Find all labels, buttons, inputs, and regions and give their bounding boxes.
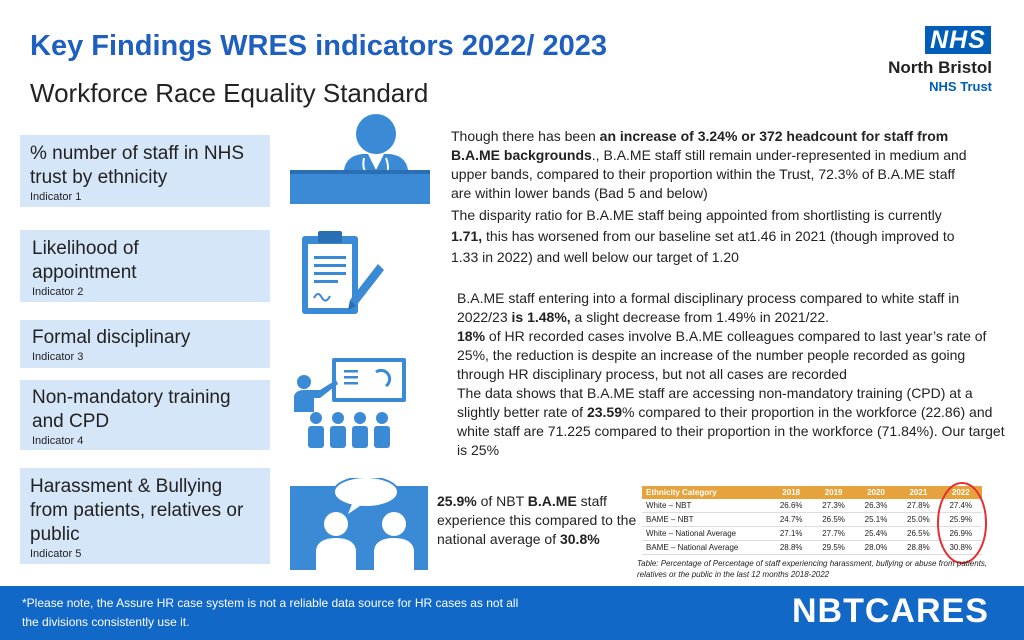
finding-indicator-3 xyxy=(457,289,1012,460)
table-cell: 26.5% xyxy=(812,513,854,527)
table-cell: 30.8% xyxy=(940,541,982,555)
logo-trust-name: NHS Trust xyxy=(929,79,992,94)
indicator-3-panel xyxy=(20,320,270,368)
highlight-text: 18% xyxy=(457,328,486,344)
table-cell: 28.8% xyxy=(770,541,812,555)
text-span: of HR recorded cases involve B.A.ME colleagues compared to last year’s rate of 25%, the reduction is despite an increase of the number people recorded as going through HR disciplinary process, but not all cases are recorded xyxy=(457,328,987,382)
highlight-circle xyxy=(936,480,992,566)
table-cell: 24.7% xyxy=(770,513,812,527)
text-span: Though there has been xyxy=(451,128,600,144)
table-cell: 27.3% xyxy=(812,499,854,513)
indicator-number: Indicator 1 xyxy=(30,191,82,203)
footer-note: *Please note, the Assure HR case system is not a reliable data source for HR cases as not all the divisions consistently use it. xyxy=(22,596,519,629)
column-header: 2021 xyxy=(897,486,939,499)
table-cell: 28.8% xyxy=(897,541,939,555)
text-span: B.A.ME staff entering into a formal disciplinary process compared to white staff in 2022/23 xyxy=(457,290,960,325)
table-cell: 26.6% xyxy=(770,499,812,513)
table-cell: 27.8% xyxy=(897,499,939,513)
harassment-table xyxy=(642,486,982,555)
column-header: 2020 xyxy=(855,486,897,499)
table-cell: 25.1% xyxy=(855,513,897,527)
column-header: 2018 xyxy=(770,486,812,499)
table-cell: 26.3% xyxy=(855,499,897,513)
highlight-text: 1.71, xyxy=(451,228,483,244)
indicator-number: Indicator 5 xyxy=(30,548,82,560)
table-row xyxy=(642,527,982,541)
clipboard-icon xyxy=(298,226,388,318)
indicator-label: % number of staff in NHS trust by ethnicity xyxy=(30,143,245,188)
text-span: The disparity ratio for B.A.ME staff being appointed from shortlisting is currently xyxy=(451,207,942,223)
table-cell: White – NBT xyxy=(642,499,770,513)
table-cell: BAME – National Average xyxy=(642,541,770,555)
indicator-label: Harassment & Bullying from patients, relatives or public xyxy=(30,476,244,545)
highlight-text: 25.9% xyxy=(437,493,477,509)
highlight-text: B.A.ME xyxy=(527,493,577,509)
table-cell: 25.9% xyxy=(940,513,982,527)
indicator-number: Indicator 2 xyxy=(32,286,84,298)
highlight-text: is 1.48%, xyxy=(511,309,571,325)
table-cell: 26.9% xyxy=(940,527,982,541)
table-row xyxy=(642,499,982,513)
training-icon xyxy=(290,356,410,452)
nbtcares-logo: NBTCARES xyxy=(792,592,989,630)
table-caption: Table: Percentage of Percentage of staff experiencing harassment, bullying or abuse from patients, relatives or the public in the last 12 months 2018-2022 xyxy=(637,559,988,579)
column-header: 2019 xyxy=(812,486,854,499)
table-cell: 25.0% xyxy=(897,513,939,527)
highlight-text: an increase of 3.24% or 372 headcount for staff from B.A.ME backgrounds xyxy=(451,128,949,163)
column-header: 2022 xyxy=(940,486,982,499)
text-span: staff experience this compared to the national average of xyxy=(437,493,637,547)
logo-org-name: North Bristol xyxy=(888,58,992,77)
table-cell: 26.5% xyxy=(897,527,939,541)
table-cell: 28.0% xyxy=(855,541,897,555)
table-cell: 27.4% xyxy=(940,499,982,513)
table-cell: 27.1% xyxy=(770,527,812,541)
indicator-4-panel xyxy=(20,380,270,450)
table-row xyxy=(642,541,982,555)
finding-indicator-1 xyxy=(451,127,971,203)
finding-indicator-5 xyxy=(437,492,637,549)
indicator-1-panel xyxy=(20,135,270,207)
highlight-text: 30.8% xyxy=(559,531,600,547)
text-span: this has worsened from our baseline set at1.46 in 2021 (though improved to 1.33 in 2022) and well below our target of 1.20 xyxy=(451,228,955,265)
highlight-text: 23.59 xyxy=(586,404,622,420)
ethnicity-table xyxy=(642,486,982,555)
page-subtitle: Workforce Race Equality Standard xyxy=(30,78,429,108)
table-cell: 27.7% xyxy=(812,527,854,541)
indicator-label: Formal disciplinary xyxy=(32,327,191,348)
table-cell: 29.5% xyxy=(812,541,854,555)
page-title: Key Findings WRES indicators 2022/ 2023 xyxy=(30,30,607,62)
table-cell: BAME – NBT xyxy=(642,513,770,527)
table-row xyxy=(642,513,982,527)
indicator-label: Likelihood of appointment xyxy=(32,238,139,283)
finding-indicator-2 xyxy=(451,205,956,268)
table-cell: White – National Average xyxy=(642,527,770,541)
indicator-number: Indicator 3 xyxy=(32,351,84,363)
doctor-icon xyxy=(282,112,432,204)
indicator-label: Non-mandatory training and CPD xyxy=(32,387,231,432)
text-span: The data shows that B.A.ME staff are accessing non-mandatory training (CPD) at a slightly better rate of xyxy=(457,385,973,420)
table-header-row xyxy=(642,486,982,499)
indicator-number: Indicator 4 xyxy=(32,435,84,447)
text-span: a slight decrease from 1.49% in 2021/22. xyxy=(570,309,830,325)
text-span: ., B.A.ME staff still remain under-represented in medium and upper bands, compared to their proportion within the Trust, 72.3% of B.A.ME staff are within lower bands (Bad 5 and below) xyxy=(451,147,967,201)
indicator-5-panel xyxy=(20,468,270,564)
table-cell: 25.4% xyxy=(855,527,897,541)
column-header: Ethnicity Category xyxy=(642,486,770,499)
indicator-2-panel xyxy=(20,230,270,302)
text-span: % compared to their proportion in the workforce (22.86) and white staff are 71.225 compared to their proportion in the workforce (71.84%). Our target is 25% xyxy=(457,404,1005,458)
nhs-logo: NHS xyxy=(925,26,991,54)
harassment-icon xyxy=(290,478,430,570)
text-span: of NBT xyxy=(476,493,528,509)
